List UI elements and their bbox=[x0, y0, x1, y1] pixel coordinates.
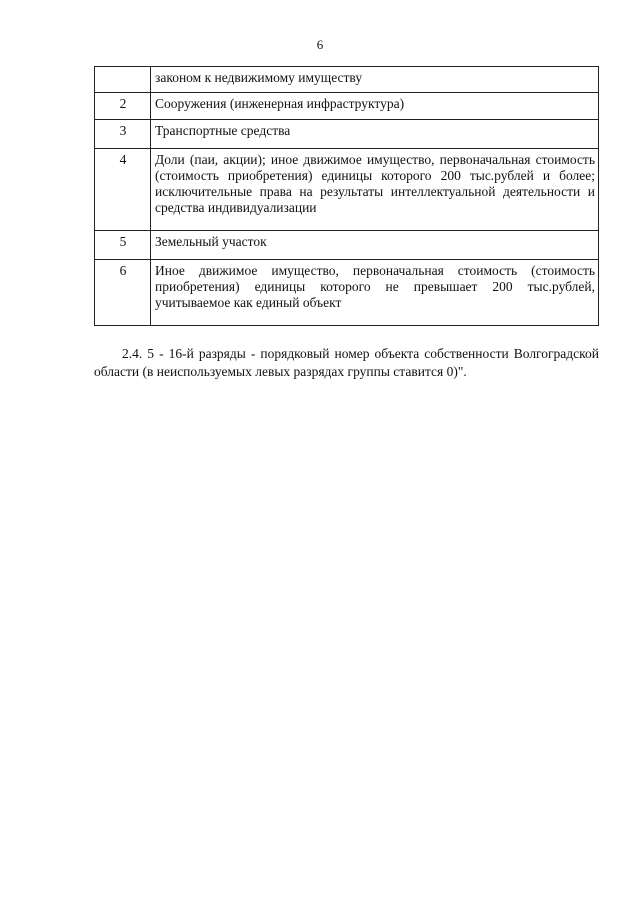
row-number-cell: 2 bbox=[95, 93, 151, 120]
table-row bbox=[95, 93, 599, 120]
property-classifier-table bbox=[94, 66, 599, 326]
table-row bbox=[95, 231, 599, 260]
table-row bbox=[95, 149, 599, 231]
row-number-cell: 5 bbox=[95, 231, 151, 260]
row-description-cell: Земельный участок bbox=[151, 231, 599, 260]
row-description-cell: законом к недвижимому имуществу bbox=[151, 67, 599, 93]
table-row bbox=[95, 120, 599, 149]
row-number-cell: 3 bbox=[95, 120, 151, 149]
row-number-cell: 6 bbox=[95, 260, 151, 326]
table-row bbox=[95, 260, 599, 326]
row-description-cell: Транспортные средства bbox=[151, 120, 599, 149]
row-number-cell bbox=[95, 67, 151, 93]
clause-paragraph bbox=[94, 345, 599, 381]
row-number-cell: 4 bbox=[95, 149, 151, 231]
table-row bbox=[95, 67, 599, 93]
row-description-cell: Иное движимое имущество, первоначальная стоимость (стоимость приобретения) единицы которого не превышает 200 тыс.рублей, учитываемое как единый объект bbox=[151, 260, 599, 326]
page-number: 6 bbox=[316, 37, 324, 52]
row-description-cell: Доли (паи, акции); иное движимое имущество, первоначальная стоимость (стоимость приобретения) единицы которого 200 тыс.рублей и более; исключительные права на результаты интеллектуальной деятельности и средства индивидуализации bbox=[151, 149, 599, 231]
clause-text: 2.4. 5 - 16-й разряды - порядковый номер объекта собственности Волгоградской области (в неиспользуемых левых разрядах группы ставится 0)". bbox=[94, 346, 599, 379]
row-description-cell: Сооружения (инженерная инфраструктура) bbox=[151, 93, 599, 120]
